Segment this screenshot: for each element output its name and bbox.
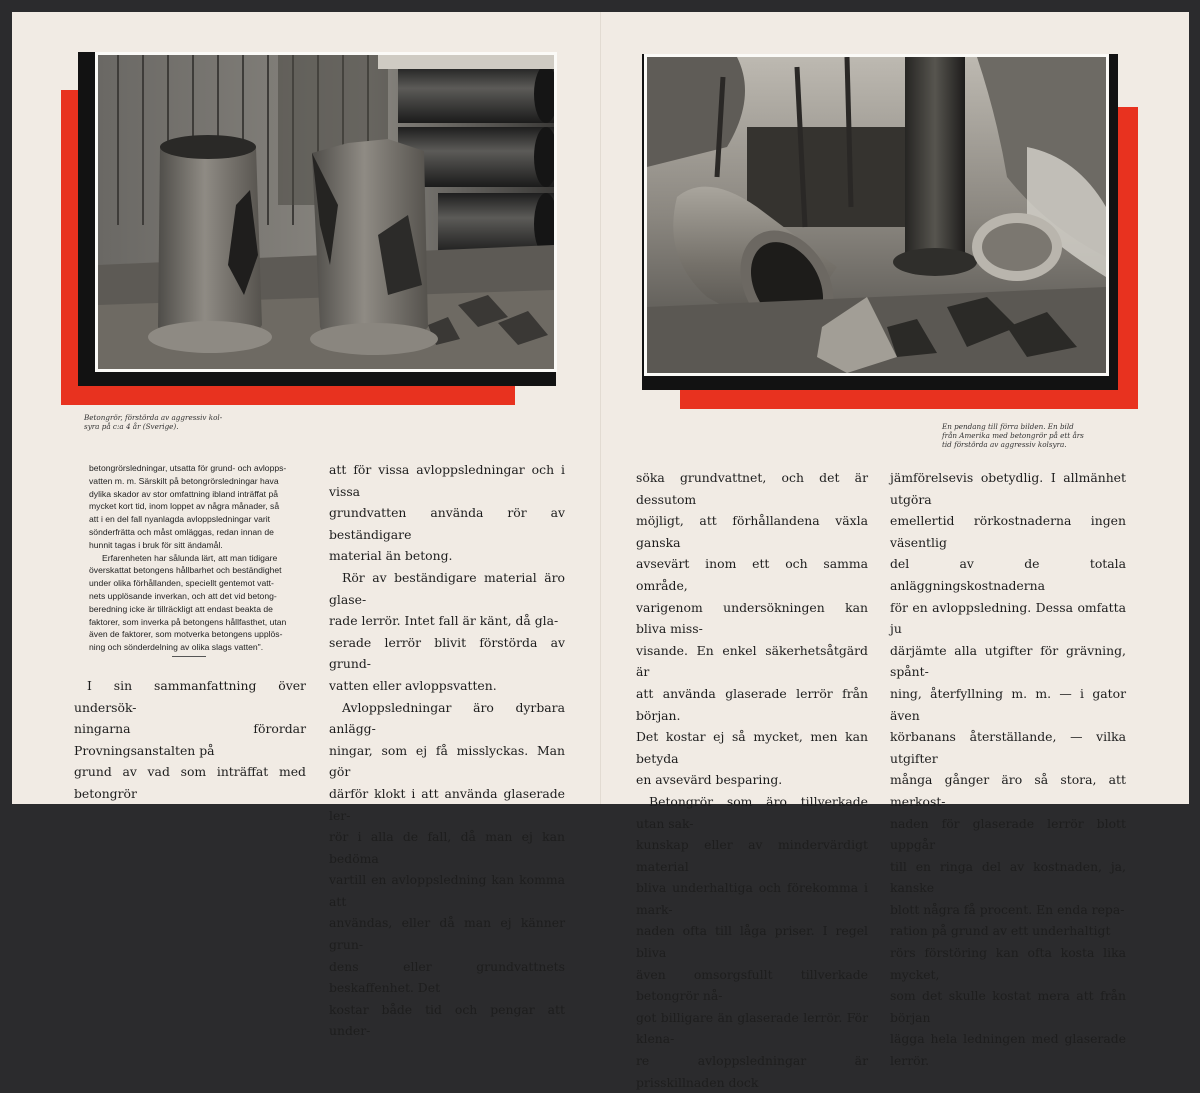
text-column-4 — [890, 467, 1126, 1072]
text-line: visande. En enkel säkerhetsåtgärd är — [636, 642, 868, 680]
text-line: att i en del fall nyanlagda avloppsledningar varit — [89, 514, 271, 525]
text-line: dylika skador av stor omfattning ibland inträffat på — [89, 488, 279, 499]
page-fold — [600, 12, 601, 804]
text-line: naden för glaserade lerrör blott uppgår — [890, 815, 1126, 853]
photo-caption-right — [942, 422, 1132, 449]
text-line: att för vissa avloppsledningar och i vissa — [329, 462, 565, 499]
text-line: till en ringa del av kostnaden, ja, kanske — [890, 858, 1126, 896]
text-line: naden ofta till låga priser. I regel bliva — [636, 923, 868, 961]
text-line: vartill en avloppsledning kan komma att — [329, 872, 565, 909]
text-line: körbanans återställande, — vilka utgifter — [890, 729, 1126, 766]
text-line: del av de totala anläggningskostnaderna — [890, 556, 1126, 593]
text-line: avsevärt inom ett och samma område, — [636, 556, 868, 593]
text-line: vatten m. m. Särskilt på betongrörsledningar hava — [89, 475, 279, 486]
text-line: användas, eller då man ej känner grun- — [329, 915, 565, 953]
text-line: en avsevärd besparing. — [636, 772, 783, 788]
text-line: möjligt, att förhållandena växla ganska — [636, 513, 868, 550]
text-line: varigenom undersökningen kan bliva miss- — [636, 599, 868, 637]
text-line: rörs förstöring kan ofta kosta lika mycket, — [890, 945, 1126, 982]
text-line: därjämte alla utgifter för grävning, spånt- — [890, 642, 1126, 680]
caption-line: En pendang till förra bilden. En bild — [942, 422, 1074, 431]
text-line: re avloppsledningar är prisskillnaden dock — [636, 1053, 868, 1090]
caption-line: från Amerika med betongrör på ett års — [942, 431, 1084, 440]
text-line: ning, återfyllning m. m. — i gator även — [890, 685, 1126, 723]
text-line: lägga hela ledningen med glaserade lerrör. — [890, 1031, 1126, 1069]
text-line: hunnit tagas i bruk för sitt ändamål. — [89, 539, 223, 550]
text-line: jämförelsevis obetydlig. I allmänhet utgöra — [890, 470, 1126, 507]
photo-excavated-pipes-image — [647, 57, 1106, 373]
text-line: mycket kort tid, inom loppet av några månader, så — [89, 501, 280, 512]
text-line: emellertid rörkostnaderna ingen väsentlig — [890, 513, 1126, 550]
text-line: grund av vad som inträffat med betongrör — [74, 764, 306, 801]
text-line: vatten eller avloppsvatten. — [329, 677, 497, 693]
text-line: att använda glaserade lerrör från början. — [636, 685, 868, 723]
section-divider — [172, 656, 206, 657]
text-line: Rör av beständigare material äro glase- — [329, 569, 565, 607]
text-line: serade lerrör blivit förstörda av grund- — [329, 634, 565, 672]
text-line: bliva underhaltiga och förekomma i mark- — [636, 880, 868, 917]
text-line: beredning icke är tillräckligt att endast beakta de — [89, 603, 273, 614]
text-column-3 — [636, 467, 868, 1093]
text-line: grundvatten använda rör av beständigare — [329, 505, 565, 542]
text-line: för en avloppsledning. Dessa omfatta ju — [890, 599, 1126, 637]
text-line: nets upplösande inverkan, och att det vid betong- — [89, 590, 277, 601]
text-line: dens eller grundvattnets beskaffenhet. Det — [329, 958, 565, 996]
text-line: rör i alla de fall, då man ej kan bedöma — [329, 829, 565, 866]
text-line: som det skulle kostat mera att från början — [890, 988, 1126, 1025]
text-line: got billigare än glaserade lerrör. För klena- — [636, 1009, 868, 1047]
text-line: ning och sönderdelning av olika slags vatten". — [89, 642, 264, 653]
photo-broken-concrete-pipes — [95, 52, 557, 372]
text-line: faktorer, som inverka på betongens hållfasthet, utan — [89, 616, 287, 627]
text-line: därför klokt i att använda glaserade ler- — [329, 785, 565, 823]
text-line: ration på grund av ett underhaltigt — [890, 923, 1111, 939]
text-line: söka grundvattnet, och det är dessutom — [636, 470, 868, 507]
text-line: många gånger äro så stora, att merkost- — [890, 772, 1126, 809]
text-line: Betongrör som äro tillverkade utan sak- — [636, 793, 868, 831]
text-line: rade lerrör. Intet fall är känt, då gla- — [329, 613, 559, 629]
caption-line: Betongrör, förstörda av aggressiv kol- — [84, 413, 223, 422]
text-line: Erfarenheten har sålunda lärt, att man tidigare — [102, 552, 278, 563]
text-line: även de faktorer, som motverka betongens upplös- — [89, 629, 283, 640]
caption-line: syra på c:a 4 år (Sverige). — [84, 422, 179, 431]
photo-excavated-pipes — [644, 54, 1109, 376]
text-line: kunskap eller av mindervärdigt material — [636, 837, 868, 874]
text-column-1-body — [74, 675, 306, 805]
caption-line: tid förstörda av aggressiv kolsyra. — [942, 440, 1067, 449]
text-line: Det kostar ej så mycket, men kan betyda — [636, 729, 868, 766]
text-line: överskattat betongens hållbarhet och beständighet — [89, 565, 282, 576]
text-line: även omsorgsfullt tillverkade betongrör nå- — [636, 966, 868, 1004]
text-line: betongrörsledningar, utsatta för grund- och avlopps- — [89, 463, 287, 473]
text-line: kostar både tid och pengar att under- — [329, 1001, 565, 1039]
photo-caption-left — [84, 413, 244, 431]
text-line: ningarna förordar Provningsanstalten på — [74, 721, 306, 758]
text-line: blott några få procent. En enda repa- — [890, 901, 1125, 917]
text-line: material än betong. — [329, 548, 453, 564]
text-line: Avloppsledningar äro dyrbara anlägg- — [329, 699, 565, 737]
document-spread — [12, 12, 1189, 1090]
text-line: I sin sammanfattning över undersök- — [74, 678, 306, 715]
text-line: under olika förhållanden, speciellt gentemot vatt- — [89, 578, 274, 589]
text-column-1-quote — [89, 462, 305, 654]
photo-broken-concrete-pipes-image — [98, 55, 554, 369]
text-line: ningar, som ej få misslyckas. Man gör — [329, 742, 565, 780]
text-line: sönderfrätta och måst omläggas, redan innan de — [89, 526, 274, 537]
text-column-2 — [329, 459, 565, 1042]
